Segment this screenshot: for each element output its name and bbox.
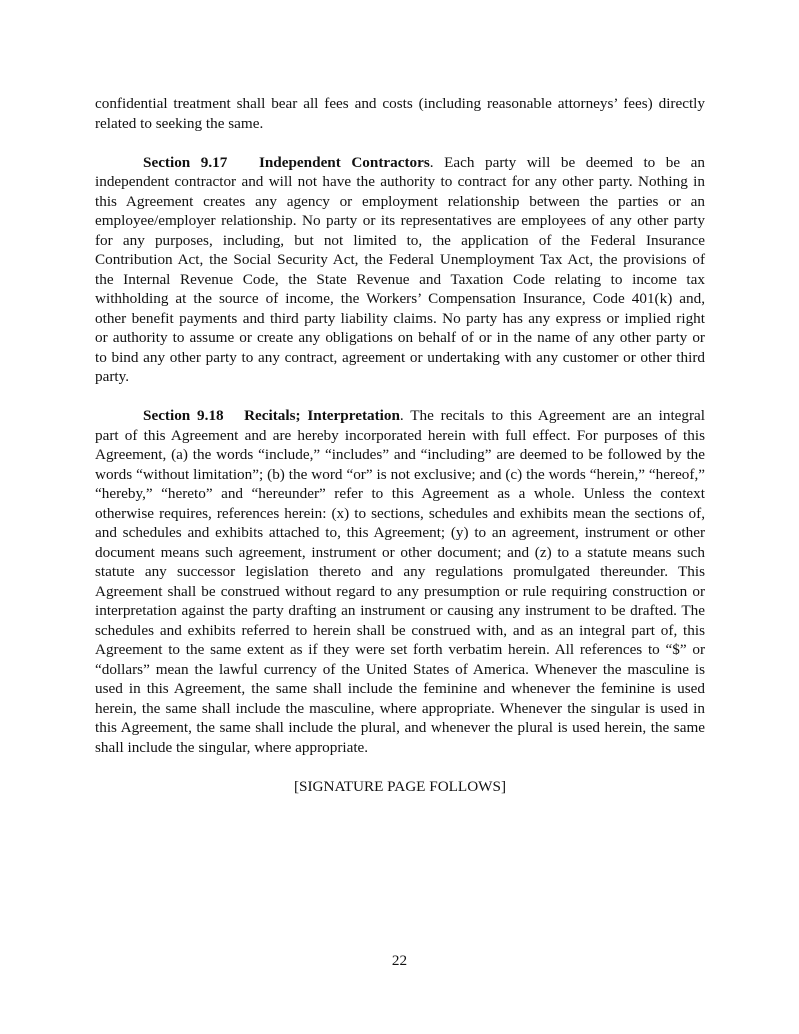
text-line: herein, the same shall include the masculine, where appropriate. Whenever the singular is used in (95, 699, 705, 717)
text-line: statute any successor legislation thereto and any regulations promulgated thereunder. This (95, 563, 705, 580)
text-line: and schedules and exhibits attached to, this Agreement; (y) to an agreement, instrument or other (95, 524, 705, 541)
page-number: 22 (391, 952, 408, 969)
text-line: part of this Agreement and are hereby incorporated herein with full effect. For purposes of this (95, 426, 705, 444)
text-line: schedules and exhibits referred to herein shall be construed with, and as an integral part of, this (95, 621, 705, 639)
text-line: to bind any other party to any contract, agreement or undertaking with any customer or other third (95, 348, 705, 366)
section-9-18 (95, 406, 705, 757)
text-line: this Agreement creates any agency or employment relationship between the parties or an (95, 192, 705, 210)
text-line: the Internal Revenue Code, the State Revenue and Taxation Code relating to income tax (95, 270, 705, 288)
text-line: interpretation against the party drafting an instrument or causing any instrument to be drafted. The (95, 602, 705, 619)
section-title: Recitals; Interpretation (244, 407, 400, 424)
section-heading-line (95, 153, 705, 173)
document-page (95, 94, 705, 796)
text-line: other benefit payments and third party liability claims. No party has any express or implied right (95, 309, 705, 327)
section-lead-text: . The recitals to this Agreement are an integral (399, 407, 706, 424)
text-line: used in this Agreement, the same shall include the feminine and whenever the feminine is used (95, 680, 705, 697)
text-line: Agreement shall be construed without regard to any presumption or rule requiring construction or (95, 582, 705, 600)
text-line: this Agreement, the same shall include the plural, and whenever the plural is used herein, the same (95, 719, 705, 736)
text-line: shall include the singular, where appropriate. (95, 738, 369, 756)
section-title: Independent Contractors (258, 153, 430, 171)
text-line: otherwise requires, references herein: (x) to sections, schedules and exhibits mean the sections of, (95, 504, 705, 522)
text-line: words “without limitation”; (b) the word “or” is not exclusive; and (c) the words “herein,” “hereof,” (95, 465, 705, 483)
text-line: “dollars” mean the lawful currency of the United States of America. Whenever the masculine is (95, 660, 705, 678)
text-line: withholding at the source of income, the Workers’ Compensation Insurance, Code 401(k) and, (95, 290, 705, 307)
section-number: Section 9.17 (143, 153, 228, 171)
text-line: Agreement to the same extent as if they were set forth verbatim herein. All references to “$” or (95, 641, 705, 658)
section-lead-text: . Each party will be deemed to be an (429, 153, 705, 171)
text-line: related to seeking the same. (95, 114, 264, 132)
text-line: party. (95, 368, 130, 385)
text-line: independent contractor and will not have the authority to contract for any other party. Nothing in (95, 173, 705, 190)
paragraph-continuation (95, 94, 705, 133)
text-line: confidential treatment shall bear all fees and costs (including reasonable attorneys’ fees) directly (95, 95, 705, 112)
text-line: Agreement, (a) the words “include,” “includes” and “including” are deemed to be followed by the (95, 446, 705, 463)
text-line: for any purposes, including, but not limited to, the application of the Federal Insurance (95, 231, 705, 249)
text-line: or authority to assume or create any obligations on behalf of or in the name of any other party or (95, 329, 705, 346)
text-line: Contribution Act, the Social Security Act, the Federal Unemployment Tax Act, the provisions of (95, 251, 705, 268)
section-heading-line (95, 406, 705, 426)
section-9-17 (95, 153, 705, 387)
signature-page-follows-note: [SIGNATURE PAGE FOLLOWS] (293, 777, 507, 795)
text-line: document means such agreement, instrument or other document; and (z) to a statute means such (95, 543, 705, 561)
text-line: “hereby,” “hereto” and “hereunder” refer to this Agreement as a whole. Unless the context (95, 485, 705, 502)
section-number: Section 9.18 (143, 407, 224, 424)
text-line: employee/employer relationship. No party or its representatives are employees of any other party (95, 212, 705, 229)
